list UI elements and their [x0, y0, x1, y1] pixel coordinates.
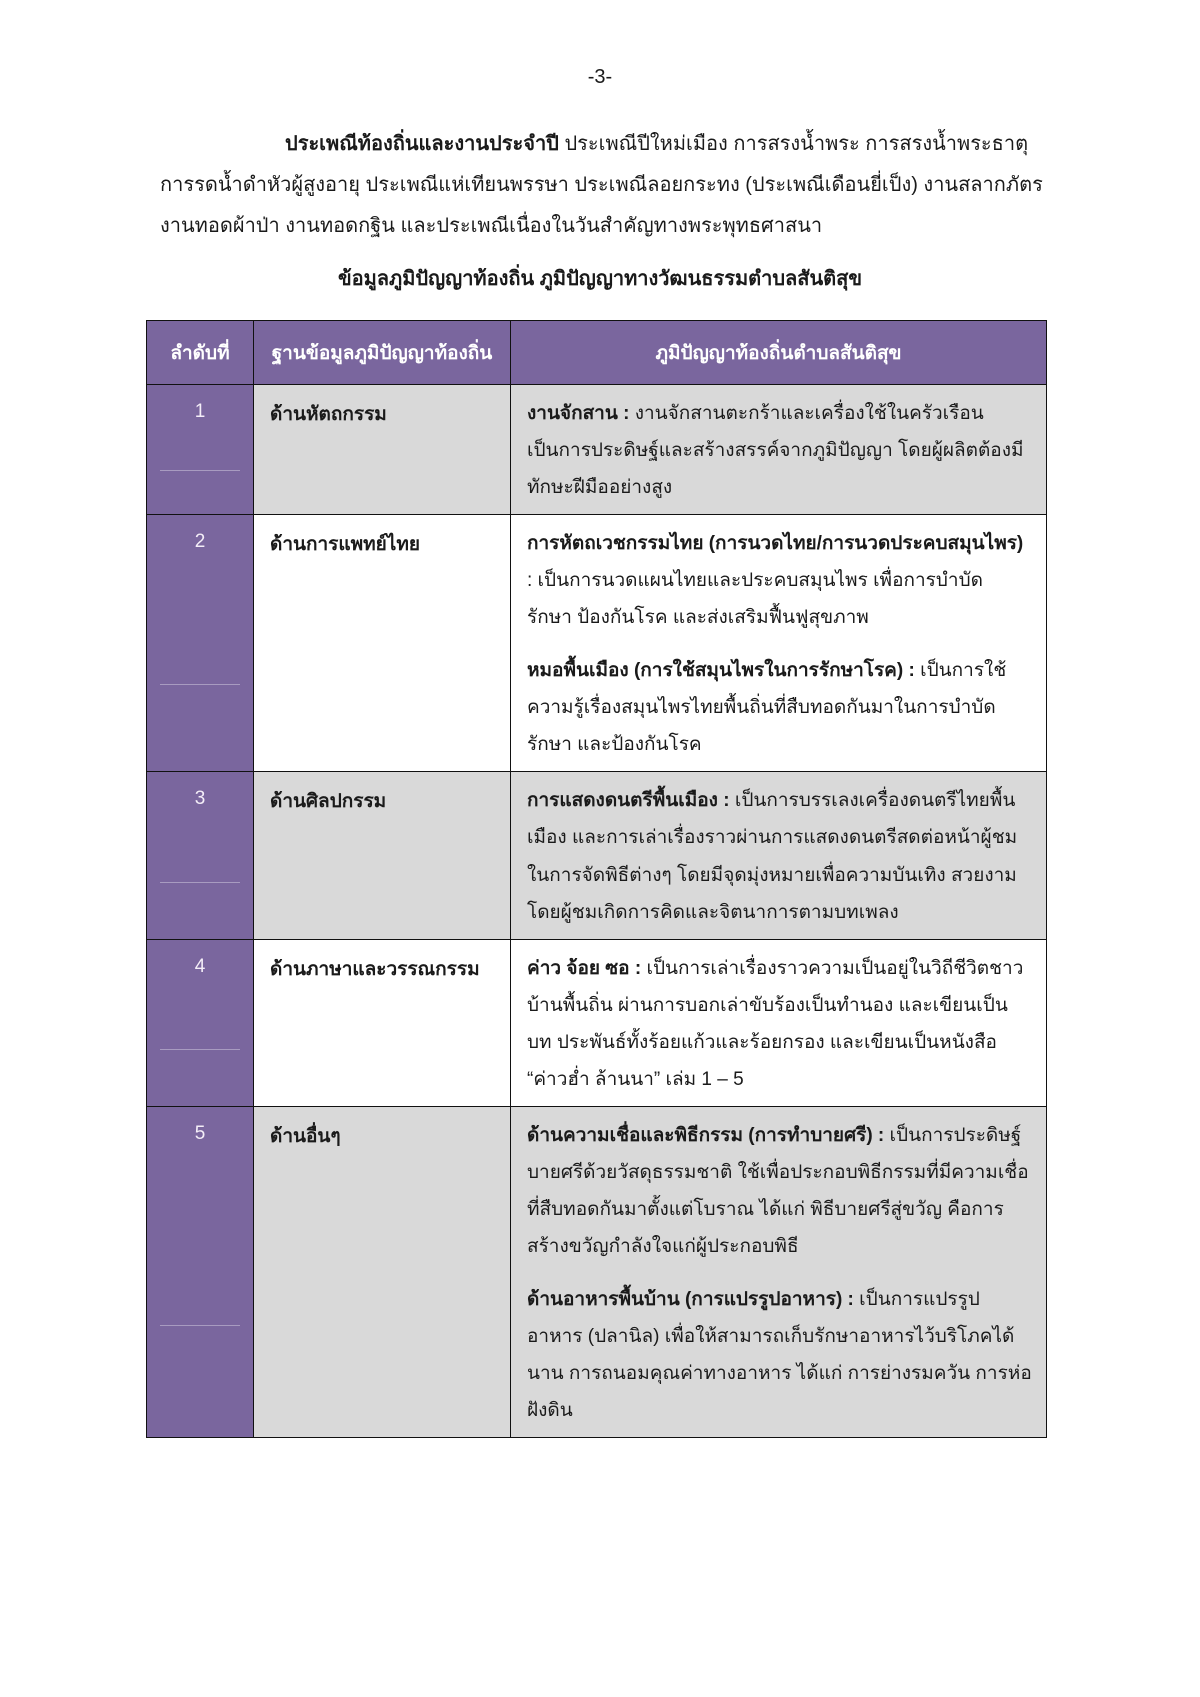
page-number: -3-: [587, 66, 613, 88]
row-content: [511, 939, 1047, 1106]
row-content: [511, 1106, 1047, 1437]
row-number: 4: [147, 939, 254, 1106]
content-paragraph: [527, 1281, 1032, 1429]
paragraph-text: : เป็นการนวดแผนไทยและประคบสมุนไพร เพื่อการบำบัด รักษา ป้องกันโรค และส่งเสริมฟื้นฟูสุขภาพ: [527, 570, 983, 629]
intro-paragraph: [160, 124, 1045, 247]
table-header-row: [147, 321, 1047, 385]
paragraph-text: เป็นการเล่าเรื่องราวความเป็นอยู่ในวิถีชีวิตชาวบ้านพื้นถิ่น ผ่านการบอกเล่าขับร้องเป็นทำนอง และเขียนเป็นบท ประพันธ์ทั้งร้อยแก้วและร้อยกรอง และเขียนเป็นหนังสือ “ค่าวฮ่ำ ล้านนา” เล่ม 1 – 5: [527, 957, 1024, 1090]
row-category: ด้านภาษาและวรรณกรรม: [254, 939, 511, 1106]
header-cell-wisdom: ภูมิปัญญาท้องถิ่นตำบลสันติสุข: [511, 321, 1047, 385]
paragraph-lead: หมอพื้นเมือง (การใช้สมุนไพรในการรักษาโรค) :: [527, 660, 915, 682]
row-number: 3: [147, 772, 254, 939]
table-row: [147, 515, 1047, 772]
row-category: ด้านการแพทย์ไทย: [254, 515, 511, 772]
paragraph-text: เป็นการบรรเลงเครื่องดนตรีไทยพื้นเมือง และการเล่าเรื่องราวผ่านการแสดงดนตรีสดต่อหน้าผู้ชมในการจัดพิธีต่างๆ โดยมีจุดมุ่งหมายเพื่อความบันเทิง สวยงาม โดยผู้ชมเกิดการคิดและจิตนาการตามบทเพลง: [527, 790, 1018, 923]
row-content: [511, 772, 1047, 939]
content-paragraph: [527, 525, 1032, 636]
paragraph-lead: ด้านอาหารพื้นบ้าน (การแปรรูปอาหาร) :: [527, 1288, 854, 1310]
row-category: ด้านศิลปกรรม: [254, 772, 511, 939]
content-paragraph: [527, 782, 1032, 930]
row-category: ด้านอื่นๆ: [254, 1106, 511, 1437]
row-number: 1: [147, 385, 254, 515]
paragraph-lead: งานจักสาน :: [527, 403, 630, 424]
paragraph-text: เป็นการแปรรูปอาหาร (ปลานิล) เพื่อให้สามารถเก็บรักษาอาหารไว้บริโภคได้นาน การถนอมคุณค่าทางอาหาร ได้แก่ การย่างรมควัน การห่อฝังดิน: [527, 1288, 1032, 1422]
section-title: ข้อมูลภูมิปัญญาท้องถิ่น ภูมิปัญญาทางวัฒนธรรมตำบลสันติสุข: [337, 268, 863, 290]
paragraph-text: งานจักสานตะกร้าและเครื่องใช้ในครัวเรือน เป็นการประดิษฐ์และสร้างสรรค์จากภูมิปัญญา โดยผู้ผลิตต้องมีทักษะฝีมืออย่างสูง: [527, 403, 1024, 499]
paragraph-text: เป็นการใช้ความรู้เรื่องสมุนไพรไทยพื้นถิ่นที่สืบทอดกันมาในการบำบัด รักษา และป้องกันโรค: [527, 660, 1007, 756]
paragraph-text: เป็นการประดิษฐ์บายศรีด้วยวัสดุธรรมชาติ ใช้เพื่อประกอบพิธีกรรมที่มีความเชื่อที่สืบทอดกันมาตั้งแต่โบราณ ได้แก่ พิธีบายศรีสู่ขวัญ คือการสร้างขวัญกำลังใจแก่ผู้ประกอบพิธี: [527, 1124, 1029, 1257]
paragraph-lead: การหัตถเวชกรรมไทย (การนวดไทย/การนวดประคบสมุนไพร): [527, 533, 1024, 555]
content-paragraph: [527, 950, 1032, 1098]
header-cell-order: ลำดับที่: [147, 321, 254, 385]
paragraph-lead: การแสดงดนตรีพื้นเมือง :: [527, 790, 730, 812]
table-row: [147, 939, 1047, 1106]
content-paragraph: [527, 1117, 1032, 1265]
row-content: [511, 515, 1047, 772]
intro-line-1-rest: ประเพณีปีใหม่เมือง การสรงน้ำพระ การสรงน้ำพระธาตุ: [558, 133, 1029, 155]
intro-lead-bold: ประเพณีท้องถิ่นและงานประจำปี: [285, 133, 559, 155]
intro-line-3: งานทอดผ้าป่า งานทอดกฐิน และประเพณีเนื่องในวันสำคัญทางพระพุทธศาสนา: [160, 215, 823, 237]
table-row: [147, 1106, 1047, 1437]
paragraph-lead: ด้านความเชื่อและพิธีกรรม (การทำบายศรี) :: [527, 1124, 885, 1146]
table-row: [147, 385, 1047, 515]
paragraph-lead: ค่าว จ้อย ซอ :: [527, 957, 642, 979]
local-wisdom-table: [146, 320, 1047, 1438]
intro-line-1: [160, 124, 1045, 165]
row-number: 2: [147, 515, 254, 772]
intro-line-2: การรดน้ำดำหัวผู้สูงอายุ ประเพณีแห่เทียนพรรษา ประเพณีลอยกระทง (ประเพณีเดือนยี่เป็ง) งานสลากภัตร: [160, 174, 1043, 196]
table-row: [147, 772, 1047, 939]
row-number: 5: [147, 1106, 254, 1437]
row-content: [511, 385, 1047, 515]
row-category: ด้านหัตถกรรม: [254, 385, 511, 515]
content-paragraph: [527, 395, 1032, 506]
header-cell-database: ฐานข้อมูลภูมิปัญญาท้องถิ่น: [254, 321, 511, 385]
content-paragraph: [527, 652, 1032, 763]
